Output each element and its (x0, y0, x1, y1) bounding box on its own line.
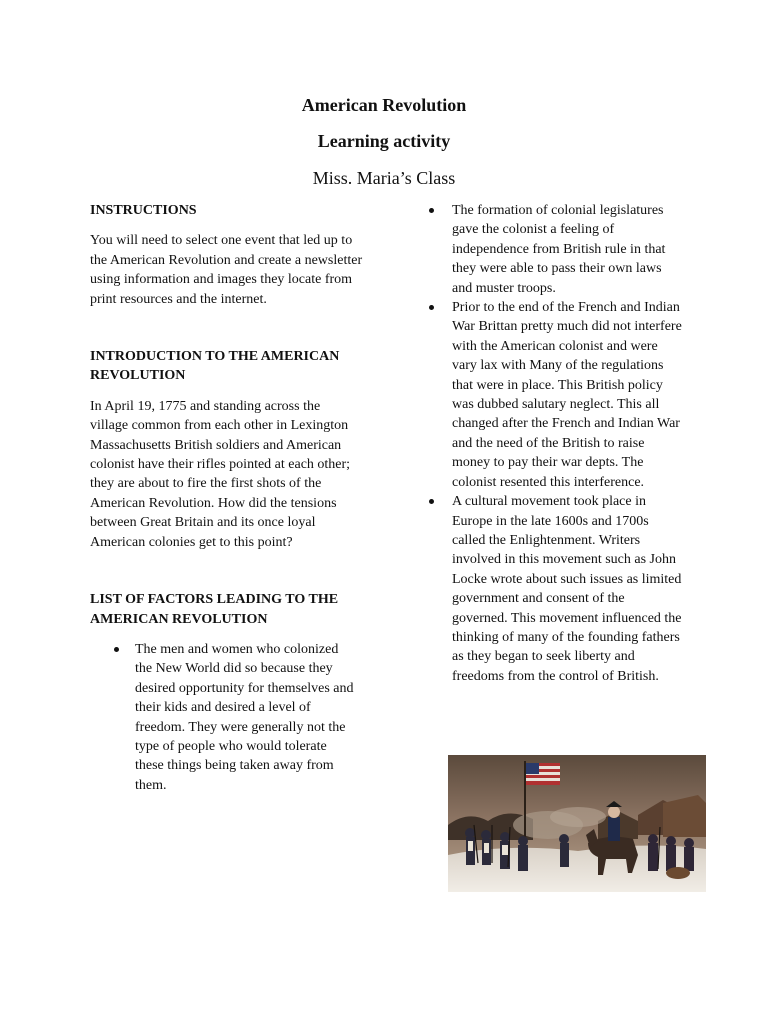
instructions-body: You will need to select one event that led up to the American Revolution and create a newsletter using information and images they locate from print resources and the internet. (90, 233, 363, 307)
bullet-icon (429, 208, 434, 213)
factors-list-left (90, 640, 375, 795)
right-column (428, 201, 683, 686)
factor-item (428, 492, 683, 686)
factors-heading: LIST OF FACTORS LEADING TO THE AMERICAN REVOLUTION (90, 592, 339, 627)
introduction-body: In April 19, 1775 and standing across the village common from each other in Lexington Massachusetts British soldiers and American colonist have their rifles pointed at each other; they are about to fire the first shots of the American Revolution. How did the tensions between Great Britain and its once loyal American colonies get to this point? (90, 398, 351, 550)
class-name: Miss. Maria’s Class (312, 168, 456, 188)
factor-item-text: Prior to the end of the French and Indian War Brittan pretty much did not interfere with the American colonist and were vary lax with Many of the regulations that were in place. This British policy was dubbed salutary neglect. This all changed after the French and Indian War and the need of the British to raise money to pay their war depts. The colonist resented this interference. (452, 300, 682, 490)
factor-item-text: A cultural movement took place in Europe in the late 1600s and 1700s called the Enlightenment. Writers involved in this movement such as John Locke wrote about such issues as limited government and consent of the governed. This movement influenced the thinking of many of the founding fathers as they began to seek liberty and freedoms from the control of British. (452, 494, 682, 684)
document-title: American Revolution (301, 95, 467, 115)
bullet-icon (429, 305, 434, 310)
instructions-heading: INSTRUCTIONS (90, 203, 197, 218)
left-column (90, 201, 375, 795)
factor-item-text: The formation of colonial legislatures gave the colonist a feeling of independence from British rule in that they were able to pass their own laws and muster troops. (452, 203, 666, 296)
bullet-icon (114, 647, 119, 652)
factors-list-right (428, 201, 683, 686)
factor-item (90, 640, 355, 795)
document-subtitle: Learning activity (317, 131, 451, 151)
factor-item (428, 201, 683, 298)
introduction-heading: INTRODUCTION TO THE AMERICAN REVOLUTION (90, 349, 340, 384)
factor-item (428, 298, 683, 492)
factor-item-text: The men and women who colonized the New World did so because they desired opportunity for themselves and their kids and desired a level of freedom. They were generally not the type of people who would tolerate these things being taken away from them. (135, 641, 354, 793)
revolution-painting-image (448, 755, 706, 892)
bullet-icon (429, 499, 434, 504)
